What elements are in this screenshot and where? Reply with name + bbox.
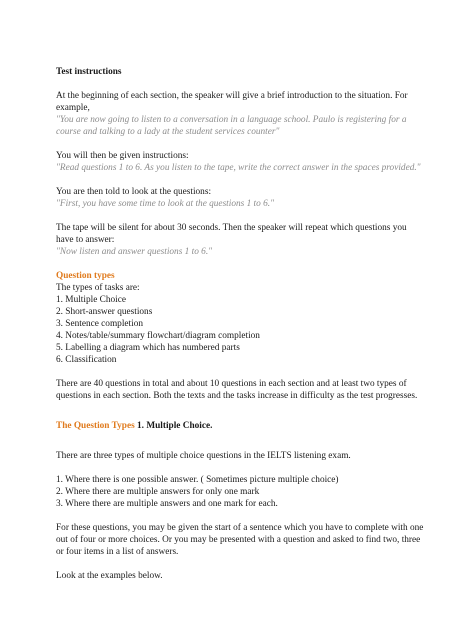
list-item: 2. Where there are multiple answers for only one mark [56, 487, 260, 497]
total-paragraph: There are 40 questions in total and about 10 questions in each section and at least two types of questions in each section. Both the texts and the tasks increase in difficulty as the test progresses. [56, 379, 418, 401]
section-heading-bold: 1. Multiple Choice. [137, 421, 213, 431]
list-item: 5. Labelling a diagram which has numbered parts [56, 343, 240, 353]
look-examples: Look at the examples below. [56, 571, 163, 581]
list-item: 3. Where there are multiple answers and one mark for each. [56, 499, 278, 509]
silent-text: The tape will be silent for about 30 seconds. Then the speaker will repeat which questions you have to answer: [56, 223, 407, 245]
intro-quote: "You are now going to listen to a conversation in a language school. Paulo is registering for a course and talking to a lady at the student services counter" [56, 115, 407, 137]
list-item: 1. Multiple Choice [56, 295, 126, 305]
document-page [56, 66, 424, 582]
question-types-list [56, 294, 424, 366]
list-item: 3. Sentence completion [56, 319, 144, 329]
intro-text: At the beginning of each section, the speaker will give a brief introduction to the situation. For example, [56, 91, 408, 113]
mc-intro: There are three types of multiple choice questions in the IELTS listening exam. [56, 451, 351, 461]
mc-list [56, 474, 424, 510]
list-item: 1. Where there is one possible answer. ( Sometimes picture multiple choice) [56, 475, 339, 485]
question-types-intro: The types of tasks are: [56, 283, 140, 293]
mc-paragraph: For these questions, you may be given the start of a sentence which you have to complete with one out of four or more choices. Or you may be presented with a question and asked to find two, three or four items in a list of answers. [56, 523, 424, 557]
silent-quote: "Now listen and answer questions 1 to 6." [56, 247, 213, 257]
list-item: 2. Short-answer questions [56, 307, 153, 317]
list-item: 4. Notes/table/summary flowchart/diagram completion [56, 331, 260, 341]
instructions-text: You will then be given instructions: [56, 151, 189, 161]
section-heading [56, 420, 424, 432]
page-title: Test instructions [56, 67, 122, 77]
look-quote: "First, you have some time to look at the questions 1 to 6." [56, 199, 274, 209]
list-item: 6. Classification [56, 355, 117, 365]
question-types-heading: Question types [56, 271, 115, 281]
instructions-quote: "Read questions 1 to 6. As you listen to the tape, write the correct answer in the spaces provided." [56, 163, 421, 173]
section-heading-orange: The Question Types [56, 421, 135, 431]
look-text: You are then told to look at the questions: [56, 187, 212, 197]
